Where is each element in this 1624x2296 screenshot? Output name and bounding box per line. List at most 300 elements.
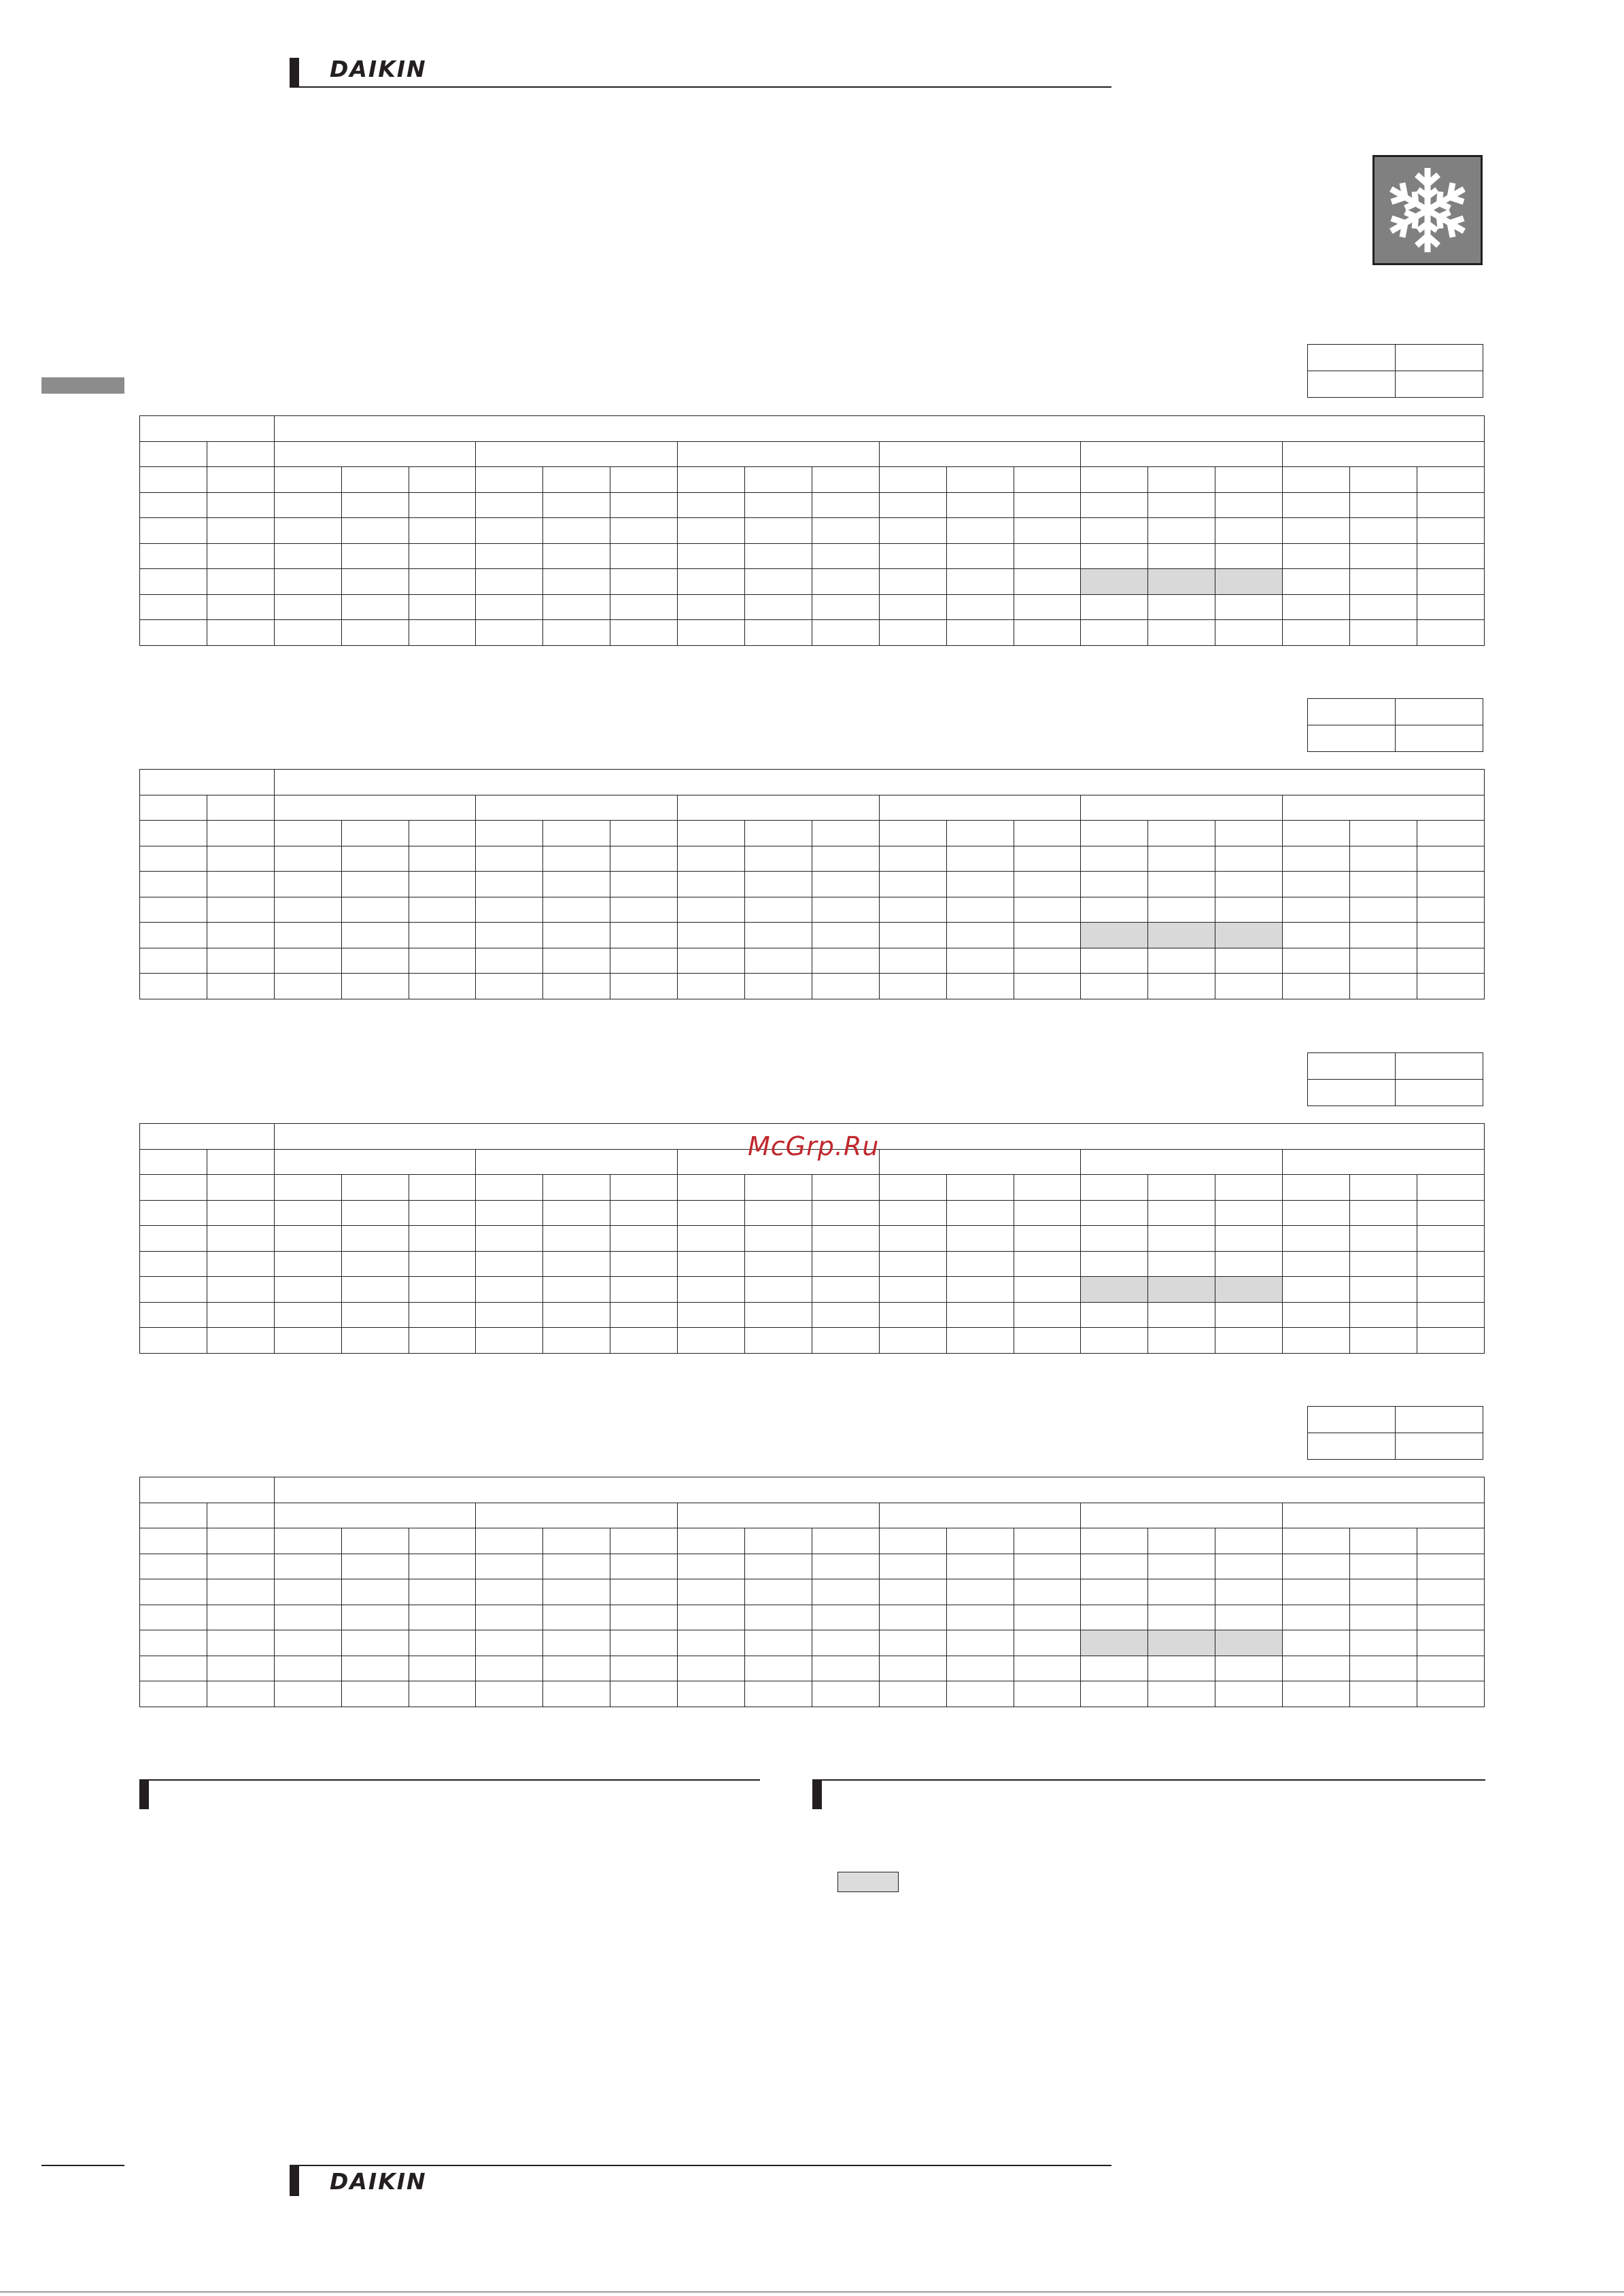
table-cell: [879, 821, 946, 846]
table-cell: [140, 594, 207, 620]
table-cell: [274, 492, 341, 518]
table-cell: [341, 594, 409, 620]
table-cell: [745, 1277, 812, 1303]
table-cell: [274, 441, 476, 467]
table-cell: [274, 518, 341, 544]
table-cell: [1417, 1554, 1484, 1579]
table-cell: [543, 923, 610, 948]
table-cell: [1081, 948, 1148, 974]
table-cell: [409, 1200, 476, 1226]
table-cell: [207, 1175, 274, 1201]
table-header-row: [140, 1503, 1485, 1528]
table-cell: [274, 1302, 341, 1328]
table-row: [140, 518, 1485, 544]
table-cell: [610, 467, 678, 493]
table-row: [140, 492, 1485, 518]
table-cell: [1014, 1554, 1081, 1579]
table-cell: [341, 1579, 409, 1605]
table-cell: [341, 846, 409, 872]
table-cell: [140, 620, 207, 646]
table-cell: [610, 1200, 678, 1226]
table-cell: [140, 1328, 207, 1354]
table-cell: [610, 872, 678, 897]
table-cell: [1215, 846, 1283, 872]
table-cell: [476, 1175, 543, 1201]
table-cell: [1081, 1554, 1148, 1579]
table-row: [140, 543, 1485, 569]
table-cell: [946, 518, 1014, 544]
table-cell: [745, 1200, 812, 1226]
table-cell: [1417, 1681, 1484, 1707]
table-cell: [745, 1528, 812, 1554]
table-cell: [207, 897, 274, 923]
table-cell: [879, 1149, 1081, 1175]
table-cell: [745, 821, 812, 846]
table-cell: [207, 1200, 274, 1226]
table-cell: [207, 872, 274, 897]
table-cell: [879, 974, 946, 999]
table-cell: [341, 1251, 409, 1277]
table-cell: [274, 1579, 341, 1605]
table-cell: [543, 620, 610, 646]
table-cell: [140, 872, 207, 897]
table-cell: [1148, 897, 1215, 923]
table-cell: [476, 1149, 678, 1175]
table-cell: [1417, 1656, 1484, 1681]
table-cell: [812, 467, 879, 493]
table-cell: [140, 897, 207, 923]
table-cell: [1350, 620, 1417, 646]
table-row: [140, 897, 1485, 923]
table-cell: [1283, 1175, 1350, 1201]
table-cell: [879, 1503, 1081, 1528]
table-cell: [1215, 492, 1283, 518]
table-cell: [1283, 1200, 1350, 1226]
table-cell: [879, 846, 946, 872]
table-cell: [879, 1528, 946, 1554]
table-cell: [745, 1579, 812, 1605]
table-cell: [140, 1630, 207, 1656]
table-cell: [1148, 872, 1215, 897]
table-cell: [1215, 1251, 1283, 1277]
table-cell: [678, 1200, 745, 1226]
table-cell: [274, 1277, 341, 1303]
table-cell: [1081, 1302, 1148, 1328]
section-3-mini-table: [1307, 1052, 1483, 1106]
table-cell: [140, 948, 207, 974]
table-cell: [341, 1554, 409, 1579]
table-cell: [274, 1528, 341, 1554]
notes-section-left-bar: [139, 1779, 149, 1809]
highlighted-cell: [1081, 569, 1148, 595]
table-cell: [207, 620, 274, 646]
table-cell: [543, 1681, 610, 1707]
table-cell: [341, 467, 409, 493]
table-row: [140, 821, 1485, 846]
table-cell: [946, 1200, 1014, 1226]
table-cell: [812, 1226, 879, 1252]
table-cell: [1081, 872, 1148, 897]
table-cell: [1014, 620, 1081, 646]
table-cell: [1283, 846, 1350, 872]
table-cell: [1350, 1554, 1417, 1579]
table-cell: [207, 467, 274, 493]
table-cell: [946, 543, 1014, 569]
table-cell: [409, 1175, 476, 1201]
table-cell: [812, 492, 879, 518]
table-cell: [1215, 1200, 1283, 1226]
table-cell: [745, 518, 812, 544]
table-cell: [745, 1656, 812, 1681]
table-cell: [745, 1175, 812, 1201]
table-cell: [1350, 1605, 1417, 1630]
table-row: [140, 1226, 1485, 1252]
table-cell: [1283, 1554, 1350, 1579]
table-cell: [409, 543, 476, 569]
table-cell: [341, 543, 409, 569]
table-cell: [1014, 1681, 1081, 1707]
table-cell: [274, 1630, 341, 1656]
table-cell: [409, 620, 476, 646]
table-cell: [745, 1630, 812, 1656]
table-cell: [1283, 467, 1350, 493]
table-cell: [274, 1503, 476, 1528]
table-cell: [1081, 795, 1283, 821]
table-cell: [610, 1277, 678, 1303]
table-cell: [1014, 1656, 1081, 1681]
table-cell: [946, 1554, 1014, 1579]
table-cell: [879, 1175, 946, 1201]
table-cell: [409, 872, 476, 897]
table-cell: [1350, 1681, 1417, 1707]
table-cell: [745, 948, 812, 974]
table-cell: [1014, 569, 1081, 595]
table-cell: [1417, 1630, 1484, 1656]
table-cell: [476, 1302, 543, 1328]
table-cell: [745, 1328, 812, 1354]
table-cell: [812, 1302, 879, 1328]
table-cell: [207, 569, 274, 595]
highlighted-cell: [1081, 1630, 1148, 1656]
table-cell: [745, 467, 812, 493]
table-cell: [543, 1656, 610, 1681]
table-cell: [274, 1175, 341, 1201]
table-cell: [1350, 467, 1417, 493]
table-cell: [207, 518, 274, 544]
table-row: [140, 467, 1485, 493]
capacity-table-2: [139, 769, 1485, 999]
table-cell: [879, 1579, 946, 1605]
table-cell: [274, 1251, 341, 1277]
table-cell: [476, 1681, 543, 1707]
table-cell: [1417, 620, 1484, 646]
highlighted-cell: [1148, 1630, 1215, 1656]
highlighted-cell: [1081, 923, 1148, 948]
table-cell: [879, 1302, 946, 1328]
table-cell: [812, 543, 879, 569]
table-cell: [946, 1681, 1014, 1707]
table-cell: [1417, 1200, 1484, 1226]
table-cell: [1014, 1528, 1081, 1554]
table-cell: [1417, 821, 1484, 846]
table-cell: [341, 821, 409, 846]
table-cell: [1014, 467, 1081, 493]
table-cell: [409, 1226, 476, 1252]
table-cell: [678, 1226, 745, 1252]
table-cell: [274, 1149, 476, 1175]
table-cell: [745, 1554, 812, 1579]
table-cell: [543, 1328, 610, 1354]
table-cell: [678, 1605, 745, 1630]
table-cell: [543, 518, 610, 544]
table-cell: [207, 1528, 274, 1554]
table-cell: [610, 974, 678, 999]
table-cell: [543, 948, 610, 974]
table-cell: [341, 1681, 409, 1707]
table-cell: [1014, 1251, 1081, 1277]
table-cell: [476, 948, 543, 974]
table-cell: [1014, 492, 1081, 518]
table-cell: [1215, 1605, 1283, 1630]
highlighted-cell: [1148, 923, 1215, 948]
table-cell: [1014, 923, 1081, 948]
table-cell: [745, 897, 812, 923]
table-cell: [678, 1302, 745, 1328]
table-row: [140, 1656, 1485, 1681]
table-cell: [1215, 1302, 1283, 1328]
table-cell: [745, 1605, 812, 1630]
table-cell: [1350, 1656, 1417, 1681]
table-cell: [1283, 441, 1485, 467]
table-cell: [476, 441, 678, 467]
table-cell: [409, 1302, 476, 1328]
table-cell: [1081, 1528, 1148, 1554]
table-cell: [1014, 1175, 1081, 1201]
table-cell: [476, 1630, 543, 1656]
table-cell: [879, 620, 946, 646]
table-cell: [1350, 923, 1417, 948]
table-cell: [946, 897, 1014, 923]
table-cell: [678, 821, 745, 846]
table-row: [140, 1605, 1485, 1630]
table-cell: [140, 1251, 207, 1277]
table-cell: [812, 821, 879, 846]
table-cell: [140, 795, 207, 821]
table-row: [140, 620, 1485, 646]
table-cell: [140, 821, 207, 846]
table-cell: [476, 492, 543, 518]
table-cell: [812, 1528, 879, 1554]
table-cell: [1283, 1528, 1350, 1554]
table-cell: [1215, 948, 1283, 974]
table-cell: [879, 594, 946, 620]
table-cell: [879, 897, 946, 923]
table-cell: [812, 1251, 879, 1277]
table-cell: [879, 1681, 946, 1707]
table-cell: [476, 1528, 543, 1554]
side-index-tab: [41, 377, 124, 394]
table-cell: [409, 1630, 476, 1656]
table-cell: [140, 1277, 207, 1303]
table-cell: [946, 492, 1014, 518]
table-cell: [1215, 518, 1283, 544]
table-cell: [812, 1656, 879, 1681]
table-cell: [812, 1175, 879, 1201]
table-cell: [610, 594, 678, 620]
table-cell: [140, 1656, 207, 1681]
table-cell: [946, 594, 1014, 620]
table-cell: [1283, 569, 1350, 595]
table-cell: [879, 1226, 946, 1252]
table-cell: [745, 923, 812, 948]
table-cell: [946, 821, 1014, 846]
table-cell: [1283, 795, 1485, 821]
table-cell: [140, 1579, 207, 1605]
table-cell: [341, 1656, 409, 1681]
table-cell: [1283, 594, 1350, 620]
table-cell: [274, 1605, 341, 1630]
table-cell: [476, 467, 543, 493]
table-cell: [1081, 1175, 1148, 1201]
table-cell: [1081, 543, 1148, 569]
table-cell: [207, 1226, 274, 1252]
table-cell: [543, 1277, 610, 1303]
table-header-row: [140, 441, 1485, 467]
table-cell: [1148, 821, 1215, 846]
table-cell: [140, 1554, 207, 1579]
table-cell: [812, 1328, 879, 1354]
highlighted-cell: [1215, 1630, 1283, 1656]
table-cell: [946, 872, 1014, 897]
table-cell: [946, 1175, 1014, 1201]
table-cell: [1081, 1149, 1283, 1175]
table-cell: [1081, 1200, 1148, 1226]
table-cell: [543, 569, 610, 595]
table-cell: [745, 594, 812, 620]
snowflake-icon: [1372, 155, 1483, 265]
table-cell: [476, 821, 543, 846]
table-cell: [274, 846, 341, 872]
table-cell: [1283, 1302, 1350, 1328]
table-cell: [409, 1579, 476, 1605]
table-cell: [1014, 543, 1081, 569]
table-cell: [341, 1200, 409, 1226]
table-cell: [879, 872, 946, 897]
table-cell: [610, 1681, 678, 1707]
table-cell: [274, 923, 341, 948]
table-row: [140, 1251, 1485, 1277]
table-cell: [1215, 821, 1283, 846]
table-cell: [879, 492, 946, 518]
table-cell: [341, 897, 409, 923]
table-cell: [879, 923, 946, 948]
table-cell: [946, 1328, 1014, 1354]
table-cell: [946, 923, 1014, 948]
table-cell: [678, 1579, 745, 1605]
table-cell: [207, 1503, 274, 1528]
table-cell: [1148, 1656, 1215, 1681]
table-cell: [745, 974, 812, 999]
table-cell: [946, 1251, 1014, 1277]
table-cell: [409, 518, 476, 544]
table-cell: [1215, 897, 1283, 923]
table-cell: [745, 492, 812, 518]
table-row: [140, 569, 1485, 595]
table-cell: [409, 974, 476, 999]
table-cell: [1081, 594, 1148, 620]
table-cell: [1350, 1528, 1417, 1554]
table-cell: [610, 492, 678, 518]
table-cell: [879, 1200, 946, 1226]
table-cell: [140, 974, 207, 999]
table-cell: [946, 1528, 1014, 1554]
table-cell: [341, 1328, 409, 1354]
table-cell: [274, 1328, 341, 1354]
table-cell: [274, 770, 1484, 795]
table-cell: [409, 569, 476, 595]
table-cell: [1283, 1328, 1350, 1354]
table-cell: [812, 594, 879, 620]
table-cell: [1350, 1579, 1417, 1605]
table-cell: [341, 620, 409, 646]
table-cell: [610, 1554, 678, 1579]
header-brand-logo: DAIKIN: [330, 56, 427, 82]
table-cell: [610, 1528, 678, 1554]
table-cell: [1148, 974, 1215, 999]
table-row: [140, 1681, 1485, 1707]
table-cell: [745, 1681, 812, 1707]
table-cell: [1283, 948, 1350, 974]
table-cell: [1215, 1528, 1283, 1554]
table-cell: [1215, 1681, 1283, 1707]
table-cell: [140, 1477, 275, 1503]
table-cell: [341, 923, 409, 948]
table-row: [140, 594, 1485, 620]
table-cell: [812, 846, 879, 872]
table-cell: [745, 1226, 812, 1252]
table-cell: [879, 441, 1081, 467]
table-cell: [140, 1149, 207, 1175]
table-cell: [274, 467, 341, 493]
table-cell: [1014, 846, 1081, 872]
table-cell: [140, 416, 275, 442]
table-header-row: [140, 770, 1485, 795]
table-cell: [678, 1328, 745, 1354]
table-cell: [543, 974, 610, 999]
table-cell: [207, 1328, 274, 1354]
table-cell: [476, 1200, 543, 1226]
table-cell: [1417, 569, 1484, 595]
table-row: [140, 1328, 1485, 1354]
table-cell: [1417, 518, 1484, 544]
table-cell: [1148, 620, 1215, 646]
table-cell: [341, 1630, 409, 1656]
table-cell: [1283, 872, 1350, 897]
table-cell: [476, 846, 543, 872]
table-cell: [543, 897, 610, 923]
table-cell: [1283, 1226, 1350, 1252]
table-cell: [207, 1554, 274, 1579]
table-cell: [274, 795, 476, 821]
table-cell: [1283, 543, 1350, 569]
table-cell: [678, 467, 745, 493]
table-cell: [543, 1528, 610, 1554]
table-cell: [1148, 948, 1215, 974]
table-cell: [341, 1226, 409, 1252]
table-cell: [1350, 1226, 1417, 1252]
table-cell: [1014, 1579, 1081, 1605]
table-cell: [1215, 1656, 1283, 1681]
